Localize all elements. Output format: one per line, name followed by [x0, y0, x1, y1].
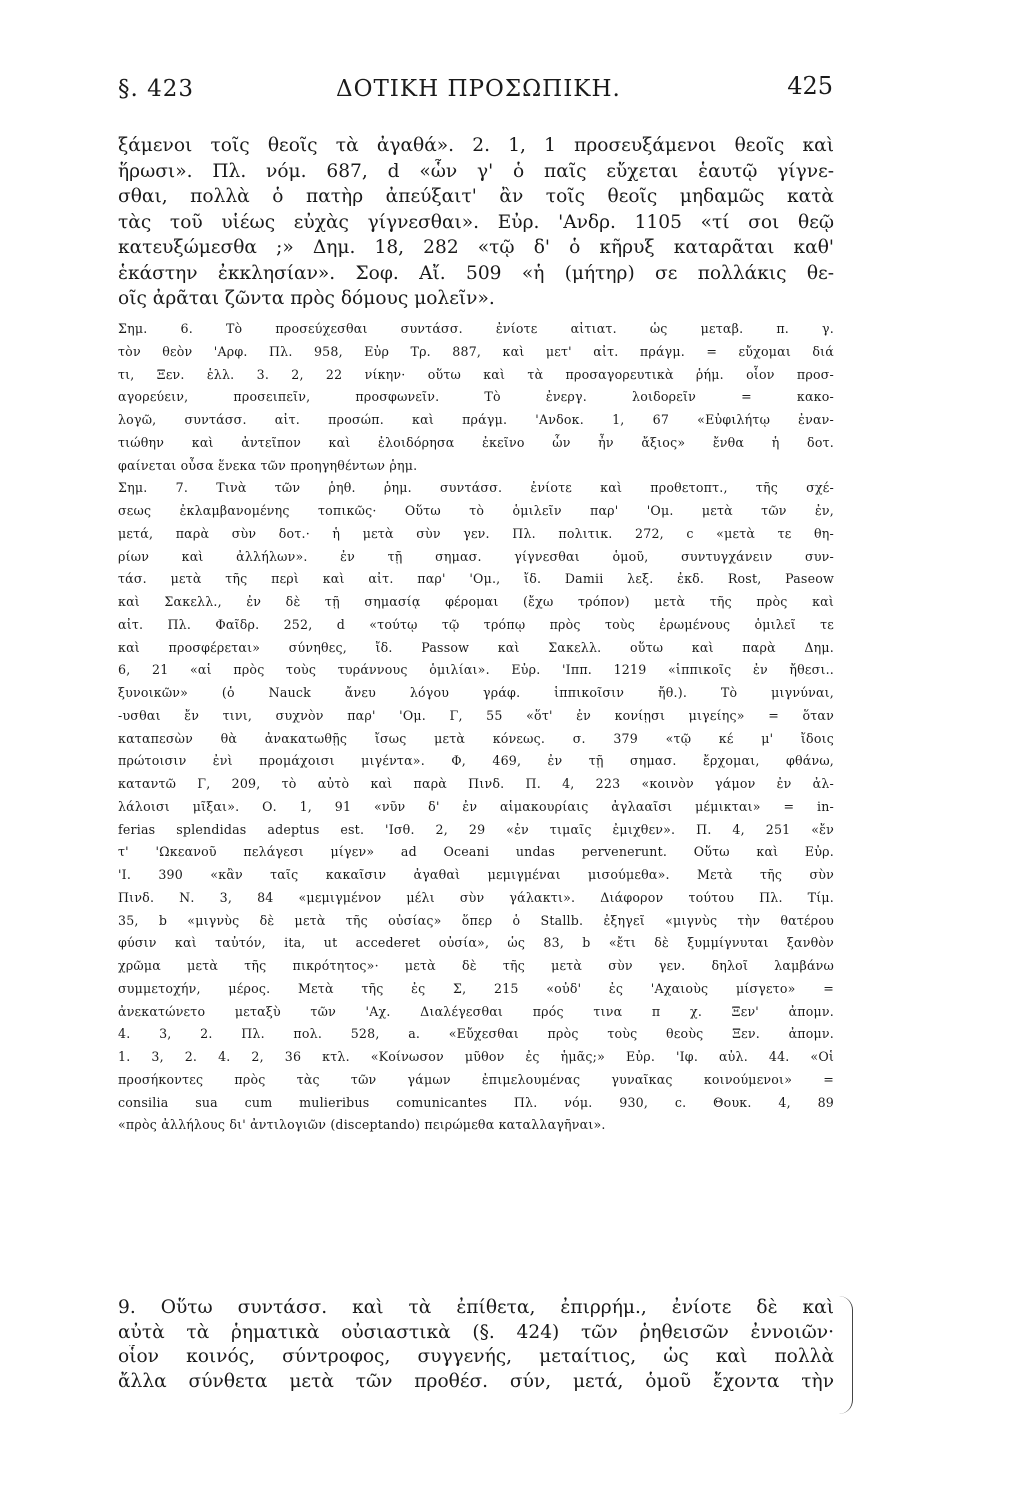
note-line: ἀνεκατώνετο μεταξὺ τῶν 'Αχ. Διαλέγεσθαι πρός τινα π χ. Ξεν' ἀπομν.	[118, 1003, 834, 1019]
text-line: ἄλλα σύνθετα μετὰ τῶν προθέσ. σύν, μετά, ὁμοῦ ἔχοντα τὴν	[118, 1370, 834, 1392]
note-line: τ' 'Ωκεανοῦ πελάγεσι μίγεν» ad Oceani undas pervenerunt. Οὕτω καὶ Εὐρ.	[118, 844, 834, 860]
section-number: §. 423	[118, 76, 195, 102]
note-line: consilia sua cum mulieribus comunicantes Πλ. νόμ. 930, c. Θουκ. 4, 89	[118, 1094, 834, 1110]
text-line: οἷον κοινός, σύντροφος, συγγενής, μεταίτιος, ὡς καὶ πολλὰ	[118, 1346, 834, 1367]
note-line: τι, Ξεν. ἑλλ. 3. 2, 22 νίκην· οὕτω καὶ τὰ προσαγορευτικὰ ῥήμ. οἷον προσ-	[118, 366, 834, 382]
note-line: καταπεσὼν θὰ ἀνακατωθῇς ἴσως μετὰ κόνεως. σ. 379 «τῷ κέ μ' ἴδοις	[118, 730, 834, 746]
paragraph-top	[118, 133, 834, 312]
running-title: ΔΟΤΙΚΗ ΠΡΟΣΩΠΙΚΗ.	[336, 76, 621, 102]
text-line: κατευξώμεσθα ;» Δημ. 18, 282 «τῷ δ' ὁ κῆρυξ καταρᾶται καθ'	[118, 237, 834, 258]
note-line: πρώτοισιν ἐνὶ προμάχοισι μιγέντα». Φ, 469, ἐν τῇ σημασ. ἔρχομαι, φθάνω,	[118, 753, 834, 769]
notes-block	[118, 318, 834, 1137]
note-line: ρίων καὶ ἀλλήλων». ἐν τῇ σημασ. γίγνεσθαι ὁμοῦ, συντυγχάνειν συν-	[118, 548, 834, 564]
paragraph-bottom	[118, 1296, 834, 1394]
margin-bracket-mark	[836, 1296, 853, 1414]
note-line: τὸν θεὸν 'Αρφ. Πλ. 958, Εὐρ Τρ. 887, καὶ μετ' αἰτ. πράγμ. = εὔχομαι διά	[118, 343, 834, 359]
note-line: προσήκοντες πρὸς τὰς τῶν γάμων ἐπιμελουμένας γυναῖκας κοινούμενοι» =	[118, 1071, 834, 1087]
note-line: συμμετοχήν, μέρος. Μετὰ τῆς ἐς Σ, 215 «οὐδ' ἐς 'Αχαιοὺς μίσγετο» =	[118, 980, 834, 996]
text-line: οῖς ἀρᾶται ζῶντα πρὸς δόμους μολεῖν».	[118, 288, 495, 309]
note-line: τιώθην καὶ ἀντεῖπον καὶ ἐλοιδόρησα ἐκεῖνο ὧν ἦν ἄξιος» ἔνθα ἡ δοτ.	[118, 434, 834, 450]
note-line: τάσ. μετὰ τῆς περὶ καὶ αἰτ. παρ' 'Ομ., ἴδ. Damii λεξ. ἐκδ. Rost, Paseow	[118, 571, 834, 587]
text-line: ξάμενοι τοῖς θεοῖς τὰ ἀγαθά». 2. 1, 1 προσευξάμενοι θεοῖς καὶ	[118, 135, 834, 156]
note-line: «πρὸς ἀλλήλους δι' ἀντιλογιῶν (disceptando) πειρώμεθα καταλλαγῆναι».	[118, 1117, 606, 1133]
note-line: καὶ προσφέρεται» σύνηθες, ἴδ. Passow καὶ Σακελλ. οὕτω καὶ παρὰ Δημ.	[118, 639, 834, 655]
note-line: καταντῶ Γ, 209, τὸ αὐτὸ καὶ παρὰ Πινδ. Π. 4, 223 «κοινὸν γάμον ἐν ἀλ-	[118, 776, 834, 791]
text-line: σθαι, πολλὰ ὁ πατὴρ ἀπεύξαιτ' ἂν τοῖς θεοῖς μηδαμῶς κατὰ	[118, 186, 834, 207]
note-line: σεως ἐκλαμβανομένης τοπικῶς· Οὕτω τὸ ὁμιλεῖν παρ' 'Ομ. μετὰ τῶν ἐν,	[118, 503, 834, 518]
running-header	[118, 72, 833, 116]
note-line: λάλοισι μῖξαι». Ο. 1, 91 «νῦν δ' ἐν αἱμακουρίαις ἀγλααῖσι μέμικται» = in-	[118, 798, 834, 814]
note-line: καὶ Σακελλ., ἐν δὲ τῇ σημασίᾳ φέρομαι (ἔχω τρόπον) μετὰ τῆς πρὸς καὶ	[118, 594, 834, 609]
text-line: αὐτὰ τὰ ῥηματικὰ οὐσιαστικὰ (§. 424) τῶν ῥηθεισῶν ἐννοιῶν·	[118, 1321, 834, 1343]
note-line: 'Ι. 390 «κἂν ταῖς κακαῖσιν ἀγαθαὶ μεμιγμέναι μισούμεθα». Μετὰ τῆς σὺν	[118, 867, 834, 882]
note-line: φαίνεται οὖσα ἕνεκα τῶν προηγηθέντων ῥημ.	[118, 457, 418, 473]
page-number: 425	[787, 72, 833, 100]
note-line: αγορεύειν, προσειπεῖν, προσφωνεῖν. Τὸ ἐνεργ. λοιδορεῖν = κακο-	[118, 389, 834, 405]
note-line: ξυνοικῶν» (ὁ Nauck ἄνευ λόγου γράφ. ἱππικοῖσιν ἤθ.). Τὸ μιγνύναι,	[118, 685, 834, 700]
note-line: Πινδ. Ν. 3, 84 «μεμιγμένον μέλι σὺν γάλακτι». Διάφορον τούτου Πλ. Τίμ.	[118, 889, 834, 905]
note-line: Σημ. 7. Τινὰ τῶν ῥηθ. ῥημ. συντάσσ. ἐνίοτε καὶ προθετοπτ., τῆς σχέ-	[118, 480, 834, 496]
note-line: αἰτ. Πλ. Φαῖδρ. 252, d «τούτῳ τῷ τρόπῳ πρὸς τοὺς ἐρωμένους ὁμιλεῖ τε	[118, 616, 834, 632]
note-line: λογῶ, συντάσσ. αἰτ. προσώπ. καὶ πράγμ. 'Ανδοκ. 1, 67 «Εὐφιλήτῳ ἐναν-	[118, 412, 834, 427]
note-line: -υσθαι ἔν τινι, συχνὸν παρ' 'Ομ. Γ, 55 «ὅτ' ἐν κονίῃσι μιγείης» = ὅταν	[118, 707, 834, 723]
text-line: 9. Οὕτω συντάσσ. καὶ τὰ ἐπίθετα, ἐπιρρήμ., ἐνίοτε δὲ καὶ	[118, 1297, 834, 1318]
note-line: φύσιν καὶ ταὐτόν, ita, ut accederet οὐσία», ὡς 83, b «ἔτι δὲ ξυμμίγνυται ξανθὸν	[118, 935, 834, 951]
note-line: 1. 3, 2. 4. 2, 36 κτλ. «Κοίνωσον μῦθον ἐς ἡμᾶς;» Εὐρ. 'Ιφ. αὐλ. 44. «Οἱ	[118, 1049, 834, 1064]
note-line: Σημ. 6. Τὸ προσεύχεσθαι συντάσσ. ἐνίοτε αἰτιατ. ὡς μεταβ. π. γ.	[118, 321, 834, 336]
note-line: χρῶμα μετὰ τῆς πικρότητος»· μετὰ δὲ τῆς μετὰ σὺν γεν. δηλοῖ λαμβάνω	[118, 958, 834, 973]
note-line: ferias splendidas adeptus est. 'Ισθ. 2, 29 «ἐν τιμαῖς ἐμιχθεν». Π. 4, 251 «ἔν	[118, 821, 834, 837]
text-line: ἑκάστην ἐκκλησίαν». Σοφ. Αἴ. 509 «ἡ (μήτηρ) σε πολλάκις θε-	[118, 262, 834, 284]
note-line: μετά, παρὰ σὺν δοτ.· ἡ μετὰ σὺν γεν. Πλ. πολιτικ. 272, c «μετὰ τε θη-	[118, 525, 834, 541]
note-line: 6, 21 «αἱ πρὸς τοὺς τυράννους ὁμιλίαι». Εὐρ. 'Ιππ. 1219 «ἱππικοῖς ἐν ἤθεσι..	[118, 662, 834, 678]
text-line: τὰς τοῦ υἱέως εὐχὰς γίγνεσθαι». Εὐρ. 'Ανδρ. 1105 «τί σοι θεῷ	[118, 211, 834, 233]
note-line: 35, b «μιγνὺς δὲ μετὰ τῆς οὐσίας» ὅπερ ὁ Stallb. ἐξηγεῖ «μιγνὺς τὴν θατέρου	[118, 912, 834, 928]
note-line: 4. 3, 2. Πλ. πολ. 528, a. «Εὔχεσθαι πρὸς τοὺς θεοὺς Ξεν. ἀπομν.	[118, 1026, 834, 1042]
text-line: ἥρωσι». Πλ. νόμ. 687, d «ὧν γ' ὁ παῖς εὔχεται ἑαυτῷ γίγνε-	[118, 160, 834, 182]
